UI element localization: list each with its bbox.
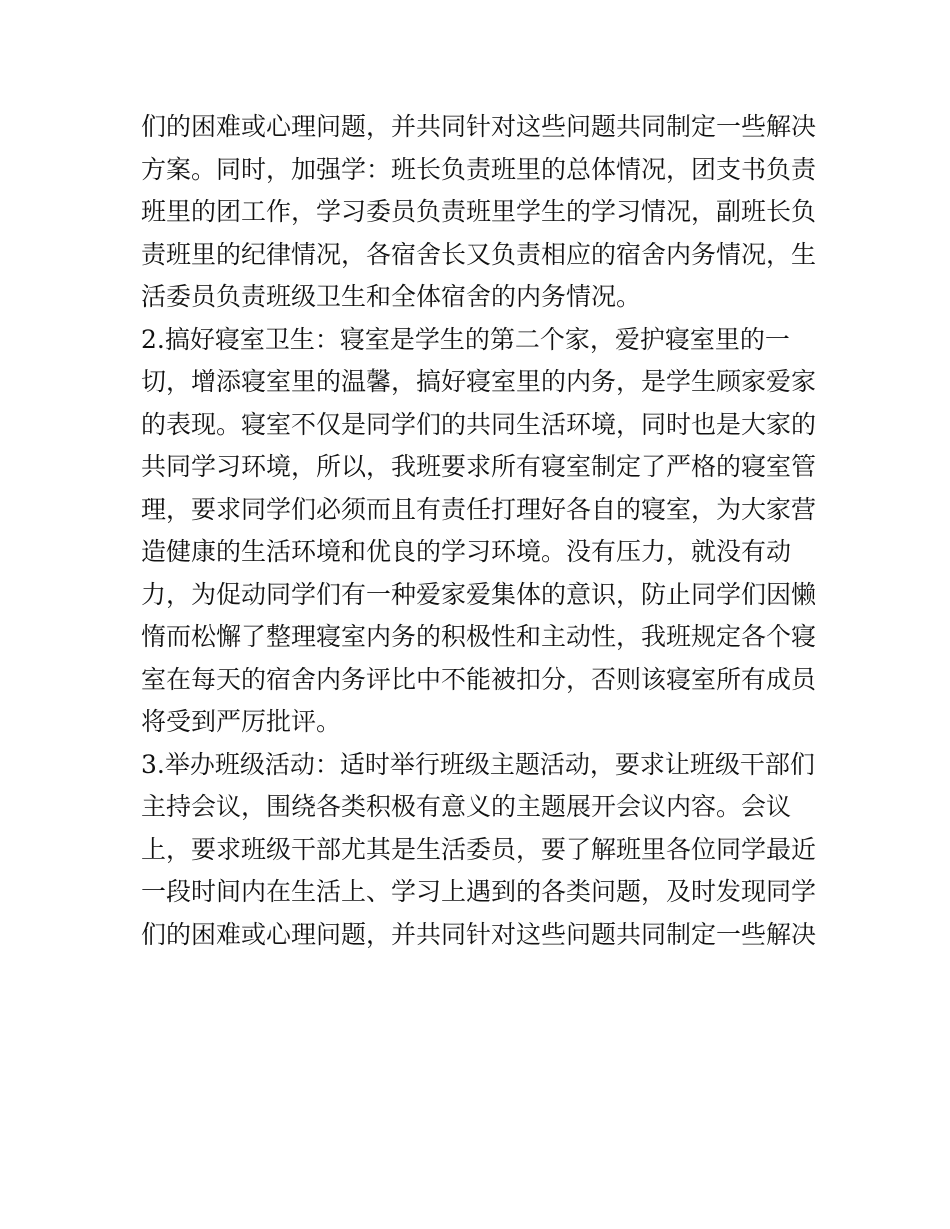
section-heading-line: 2.搞好寝室卫生：寝室是学生的第二个家，爱护寝室里的一 [141,324,790,354]
text-line: 将受到严厉批评。 [141,707,342,736]
text-line: 们的困难或心理问题，并共同针对这些问题共同制定一些解决 [141,919,817,949]
text-line: 惰而松懈了整理寝室内务的积极性和主动性，我班规定各个寝 [141,622,817,651]
text-line: 理，要求同学们必须而且有责任打理好各自的寝室，为大家营 [141,494,817,524]
text-line: 责班里的纪律情况，各宿舍长又负责相应的宿舍内务情况，生 [141,239,817,269]
text-line: 班里的团工作，学习委员负责班里学生的学习情况，副班长负 [141,197,817,226]
text-line: 室在每天的宿舍内务评比中不能被扣分，否则该寝室所有成员 [141,664,817,694]
section-heading-line: 3.举办班级活动：适时举行班级主题活动，要求让班级干部们 [141,749,815,779]
text-line: 造健康的生活环境和优良的学习环境。没有压力，就没有动 [141,537,792,566]
text-line: 共同学习环境，所以，我班要求所有寝室制定了严格的寝室管 [141,452,817,481]
text-line: 们的困难或心理问题，并共同针对这些问题共同制定一些解决 [141,112,817,141]
text-line: 切，增添寝室里的温馨，搞好寝室里的内务，是学生顾家爱家 [141,367,817,396]
text-line: 力，为促动同学们有一种爱家爱集体的意识，防止同学们因懒 [141,579,817,609]
text-line: 上，要求班级干部尤其是生活委员，要了解班里各位同学最近 [141,834,817,864]
text-line: 活委员负责班级卫生和全体宿舍的内务情况。 [141,282,642,311]
text-line: 主持会议，围绕各类积极有意义的主题展开会议内容。会议 [141,792,792,821]
text-line: 的表现。寝室不仅是同学们的共同生活环境，同时也是大家的 [141,409,817,439]
body-text [141,106,821,956]
text-line: 一段时间内在生活上、学习上遇到的各类问题，及时发现同学 [141,877,817,906]
text-line: 方案。同时，加强学：班长负责班里的总体情况，团支书负责 [141,154,817,184]
